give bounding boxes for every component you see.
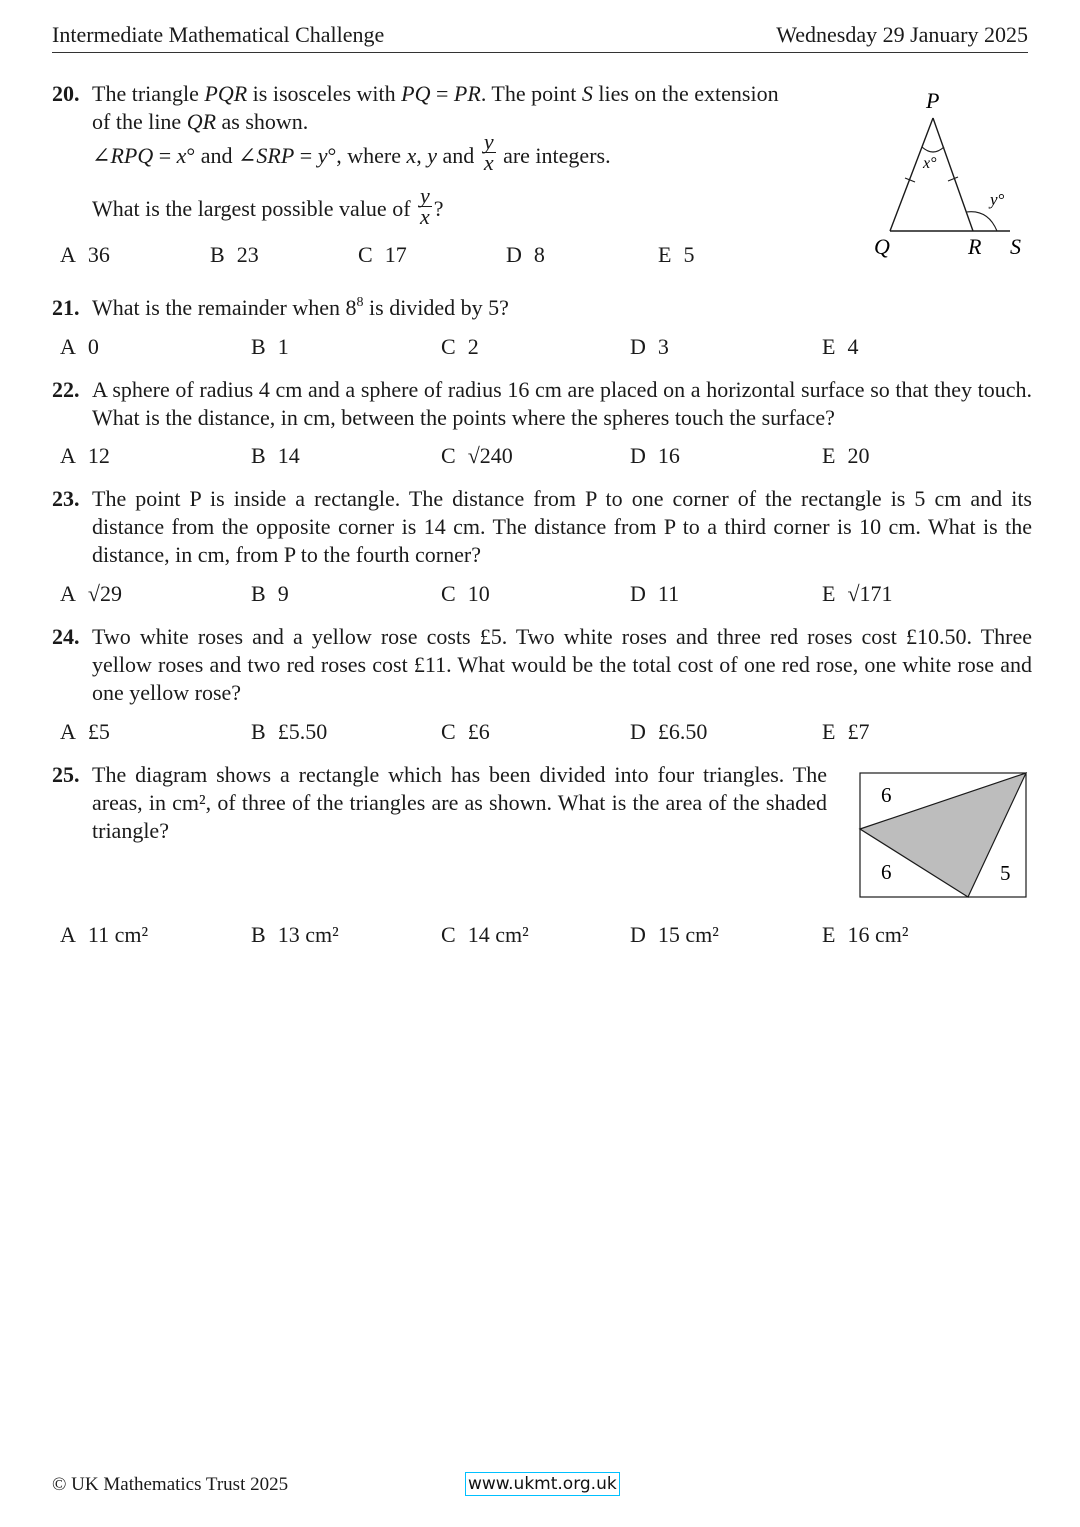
option-c[interactable]: C £6	[441, 719, 490, 744]
option-e[interactable]: E 5	[658, 242, 695, 267]
option-b[interactable]: B 13 cm²	[251, 922, 339, 947]
option-d[interactable]: D 15 cm²	[630, 922, 719, 947]
option-a[interactable]: A £5	[60, 719, 110, 744]
label-x-angle: x°	[923, 155, 937, 172]
option-e[interactable]: E 16 cm²	[822, 922, 909, 947]
option-d[interactable]: D 3	[630, 334, 669, 359]
question-text: Two white roses and a yellow rose costs £5. Two white roses and three red roses cost £10.50. Three yellow roses and two red roses cost £11. What would be the total cost of one red rose, one white rose and one yellow rose?	[92, 624, 1032, 705]
website-link[interactable]: www.ukmt.org.uk	[465, 1472, 620, 1496]
area-label-top-left: 6	[881, 783, 892, 807]
question-text: A sphere of radius 4 cm and a sphere of radius 16 cm are placed on a horizontal surface so that they touch. What is the distance, in cm, between the points where the spheres touch the surface?	[92, 377, 1032, 430]
question-text: The diagram shows a rectangle which has been divided into four triangles. The areas, in cm², of three of the triangles are as shown. What is the area of the shaded triangle?	[92, 762, 827, 843]
option-e[interactable]: E 4	[822, 334, 859, 359]
question-number: 21.	[52, 295, 80, 320]
option-b[interactable]: B 23	[210, 242, 259, 267]
option-c[interactable]: C 17	[358, 242, 407, 267]
option-a[interactable]: A 11 cm²	[60, 922, 149, 947]
question-23	[52, 485, 1032, 573]
header-title: Intermediate Mathematical Challenge	[52, 22, 385, 47]
label-q: Q	[874, 234, 890, 259]
option-d[interactable]: D £6.50	[630, 719, 708, 744]
option-c[interactable]: C √240	[441, 443, 513, 468]
question-number: 23.	[52, 486, 80, 511]
option-d[interactable]: D 8	[506, 242, 545, 267]
question-24	[52, 623, 1032, 711]
option-a[interactable]: A √29	[60, 581, 122, 606]
question-text: The point P is inside a rectangle. The distance from P to one corner of the rectangle is 5 cm and its distance from the opposite corner is 14 cm. The distance from P to a third corner is 10 cm. What is the distance, in cm, from P to the fourth corner?	[92, 486, 1032, 567]
option-e[interactable]: E 20	[822, 443, 870, 468]
header-date: Wednesday 29 January 2025	[776, 22, 1028, 47]
option-c[interactable]: C 10	[441, 581, 490, 606]
copyright-text: © UK Mathematics Trust 2025	[52, 1474, 289, 1495]
option-b[interactable]: B £5.50	[251, 719, 328, 744]
question-line: of the line QR as shown.	[92, 109, 309, 134]
option-e[interactable]: E £7	[822, 719, 870, 744]
options-21	[60, 334, 960, 362]
label-r: R	[968, 234, 982, 259]
tick-mark	[948, 177, 958, 181]
option-e[interactable]: E √171	[822, 581, 893, 606]
question-number: 20.	[52, 81, 80, 106]
option-d[interactable]: D 16	[630, 443, 680, 468]
option-a[interactable]: A 12	[60, 443, 110, 468]
page-header	[52, 22, 1028, 53]
options-25	[60, 922, 960, 950]
option-b[interactable]: B 9	[251, 581, 289, 606]
label-y-angle: y°	[990, 190, 1005, 209]
options-22	[60, 443, 960, 471]
area-label-bottom-right: 5	[1000, 861, 1011, 885]
option-c[interactable]: C 14 cm²	[441, 922, 529, 947]
label-s: S	[1010, 234, 1021, 259]
option-a[interactable]: A 0	[60, 334, 99, 359]
option-b[interactable]: B 1	[251, 334, 289, 359]
angle-x-arc	[922, 147, 944, 152]
angle-y-arc	[966, 212, 997, 231]
options-23	[60, 581, 960, 609]
options-20	[60, 242, 960, 270]
question-line: ∠RPQ = x° and ∠SRP = y°, where x, y and $\frac{y}{x}$ are integers.	[92, 129, 611, 176]
rectangle-diagram	[855, 768, 1035, 904]
question-line: The triangle PQR is isosceles with PQ = PR. The point S lies on the extension	[92, 81, 779, 106]
question-number: 24.	[52, 624, 80, 649]
question-line: What is the largest possible value of $\frac{y}{x}$ ?	[92, 182, 444, 229]
option-c[interactable]: C 2	[441, 334, 479, 359]
option-d[interactable]: D 11	[630, 581, 680, 606]
question-number: 25.	[52, 762, 80, 787]
option-a[interactable]: A 36	[60, 242, 110, 267]
options-24	[60, 719, 960, 747]
question-text: What is the remainder when $8^8$ is divided by 5?	[92, 295, 509, 320]
label-p: P	[926, 88, 940, 113]
triangle-diagram	[860, 85, 1040, 270]
question-number: 22.	[52, 377, 80, 402]
question-22	[52, 376, 1032, 436]
area-label-bottom-left: 6	[881, 860, 892, 884]
question-text	[92, 80, 832, 227]
question-21	[52, 294, 1032, 324]
option-b[interactable]: B 14	[251, 443, 300, 468]
